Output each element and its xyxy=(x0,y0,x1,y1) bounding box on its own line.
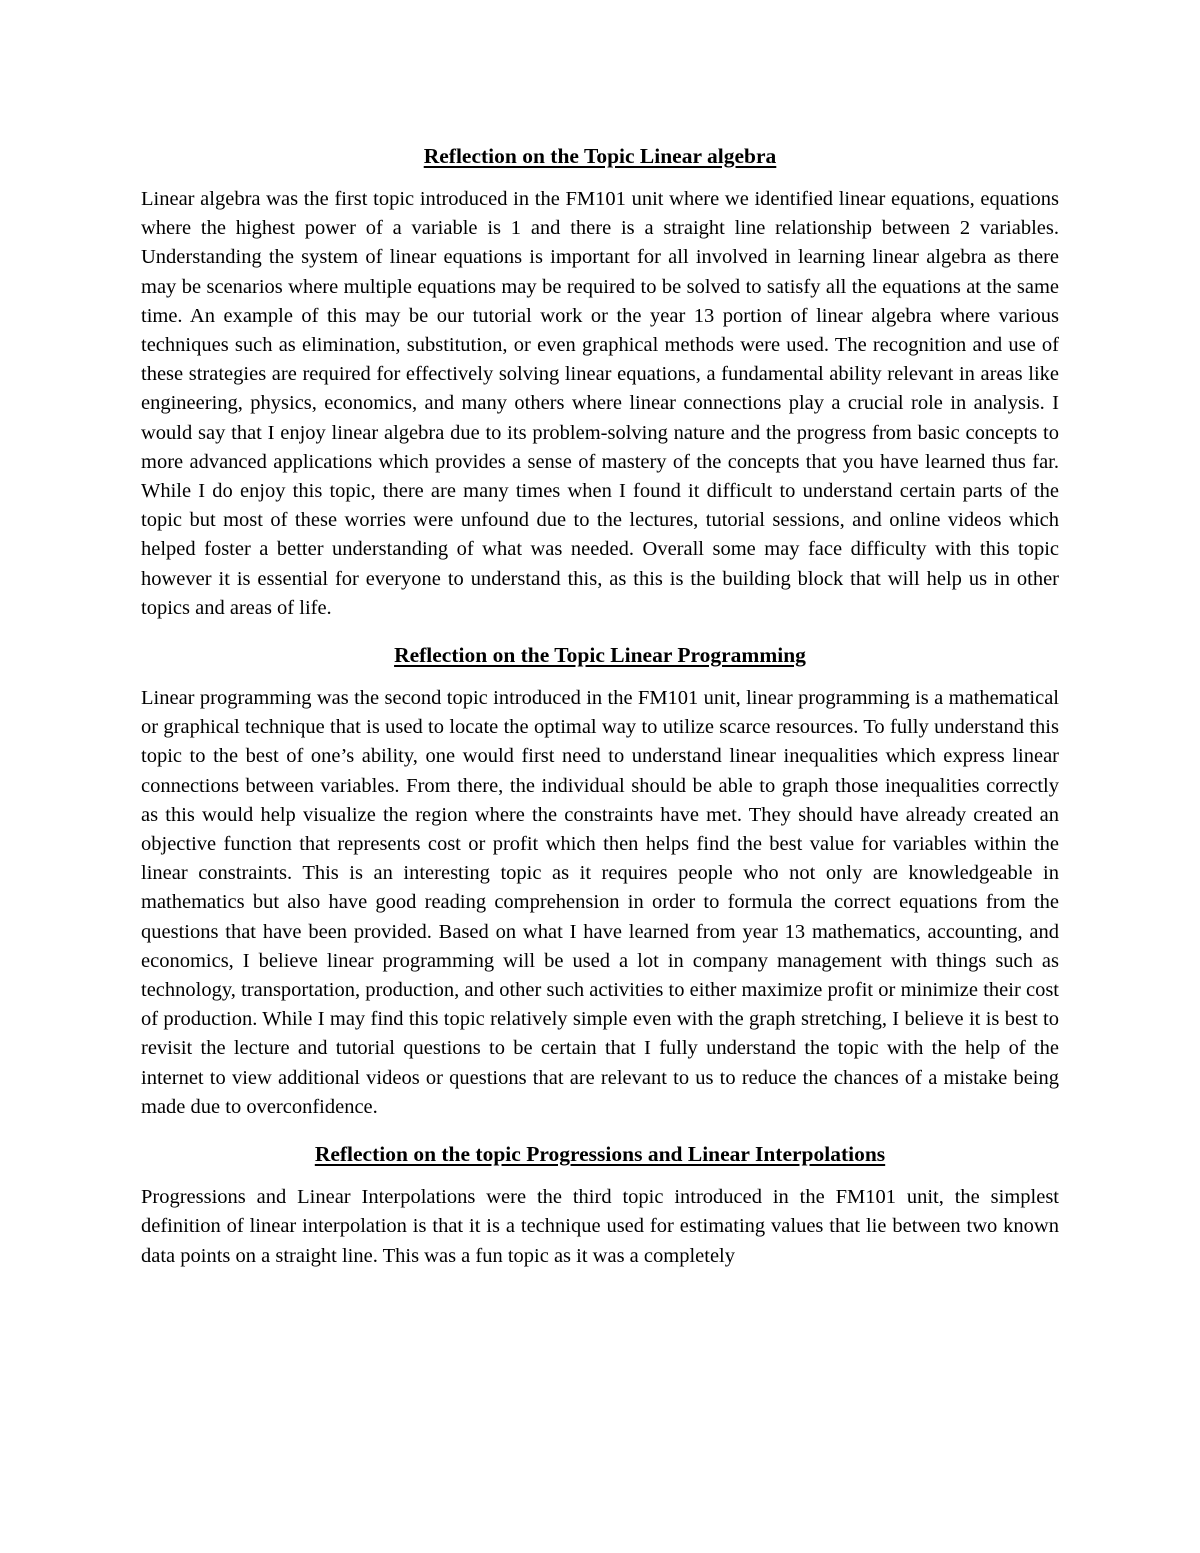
section-body-linear-algebra: Linear algebra was the first topic introduced in the FM101 unit where we identified linear equations, equations where the highest power of a variable is 1 and there is a straight line relationship between 2 variables. Understanding the system of linear equations is important for all involved in learning linear algebra as there may be scenarios where multiple equations may be required to be solved to satisfy all the equations at the same time. An example of this may be our tutorial work or the year 13 portion of linear algebra where various techniques such as elimination, substitution, or even graphical methods were used. The recognition and use of these strategies are required for effectively solving linear equations, a fundamental ability relevant in areas like engineering, physics, economics, and many others where linear connections play a crucial role in analysis. I would say that I enjoy linear algebra due to its problem-solving nature and the progress from basic concepts to more advanced applications which provides a sense of mastery of the concepts that you have learned thus far. While I do enjoy this topic, there are many times when I found it difficult to understand certain parts of the topic but most of these worries were unfound due to the lectures, tutorial sessions, and online videos which helped foster a better understanding of what was needed. Overall some may face difficulty with this topic however it is essential for everyone to understand this, as this is the building block that will help us in other topics and areas of life. xyxy=(141,188,1059,619)
section-heading-linear-programming: Reflection on the Topic Linear Programming xyxy=(394,643,806,668)
section-body-progressions: Progressions and Linear Interpolations were the third topic introduced in the FM101 unit, the simplest definition of linear interpolation is that it is a technique used for estimating values that lie between two known data points on a straight line. This was a fun topic as it was a completely xyxy=(141,1186,1059,1267)
section-heading-linear-algebra: Reflection on the Topic Linear algebra xyxy=(423,144,777,168)
section-heading-progressions: Reflection on the topic Progressions and Linear Interpolations xyxy=(314,1142,886,1167)
section-body-linear-programming: Linear programming was the second topic introduced in the FM101 unit, linear programming is a mathematical or graphical technique that is used to locate the optimal way to utilize scarce resources. To fully understand this topic to the best of one’s ability, one would first need to understand linear inequalities which express linear connections between variables. From there, the individual should be able to graph those inequalities correctly as this would help visualize the region where the constraints have met. They should have already created an objective function that represents cost or profit which then helps find the best value for variables within the linear constraints. This is an interesting topic as it requires people who not only are knowledgeable in mathematics but also have good reading comprehension in order to formula the correct equations from the questions that have been provided. Based on what I have learned from year 13 mathematics, accounting, and economics, I believe linear programming will be used a lot in company management with things such as technology, transportation, production, and other such activities to either maximize profit or minimize their cost of production. While I may find this topic relatively simple even with the graph stretching, I believe it is best to revisit the lecture and tutorial questions to be certain that I fully understand the topic with the help of the internet to view additional videos or questions that are relevant to us to reduce the chances of a mistake being made due to overconfidence. xyxy=(141,687,1059,1118)
document-content xyxy=(141,142,1059,1289)
